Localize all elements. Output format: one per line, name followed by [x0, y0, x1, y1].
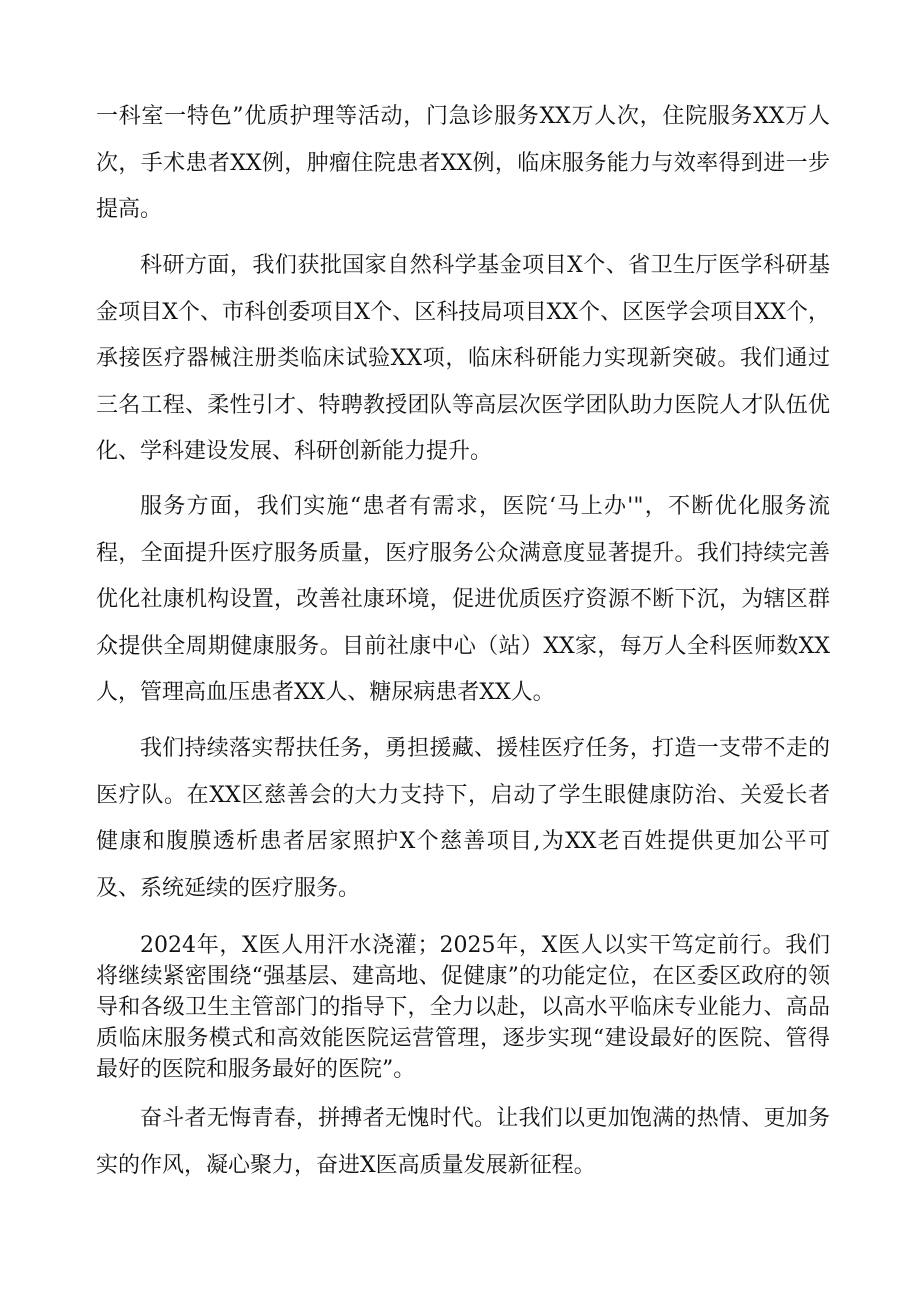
paragraph-outlook: 2024年，X医人用汗水浇灌；2025年，X医人以实干笃定前行。我们将继续紧密围绕“强基层、建高地、促健康”的功能定位，在区委区政府的领导和各级卫生主管部门的指导下，全力以赴，以高水平临床专业能力、高品质临床服务模式和高效能医院运营管理，逐步实现“建设最好的医院、管得最好的医院和服务最好的医院”。: [96, 933, 830, 1082]
paragraph-research: 科研方面，我们获批国家自然科学基金项目X个、省卫生厅医学科研基金项目X个、市科创委项目X个、区科技局项目XX个、区医学会项目XX个，承接医疗器械注册类临床试验XX项，临床科研能力实现新突破。我们通过三名工程、柔性引才、特聘教授团队等高层次医学团队助力医院人才队伍优化、学科建设发展、科研创新能力提升。: [96, 253, 830, 464]
paragraph-clinical-services: 一科室一特色”优质护理等活动，门急诊服务XX万人次，住院服务XX万人次，手术患者XX例，肿瘤住院患者XX例，临床服务能力与效率得到进一步提高。: [96, 104, 830, 222]
paragraph-closing: 奋斗者无悔青春，拼搏者无愧时代。让我们以更加饱满的热情、更加务实的作风，凝心聚力，奋进X医高质量发展新征程。: [96, 1106, 830, 1178]
paragraph-assistance: 我们持续落实帮扶任务，勇担援藏、援桂医疗任务，打造一支带不走的医疗队。在XX区慈善会的大力支持下，启动了学生眼健康防治、关爱长者健康和腹膜透析患者居家照护X个慈善项目,为XX老百姓提供更加公平可及、系统延续的医疗服务。: [96, 736, 830, 901]
paragraph-services: 服务方面，我们实施“患者有需求，医院‘马上办'"，不断优化服务流程，全面提升医疗服务质量，医疗服务公众满意度显著提升。我们持续完善优化社康机构设置，改善社康环境，促进优质医疗资源不断下沉，为辖区群众提供全周期健康服务。目前社康中心（站）XX家，每万人全科医师数XX人，管理高血压患者XX人、糖尿病患者XX人。: [96, 494, 830, 705]
